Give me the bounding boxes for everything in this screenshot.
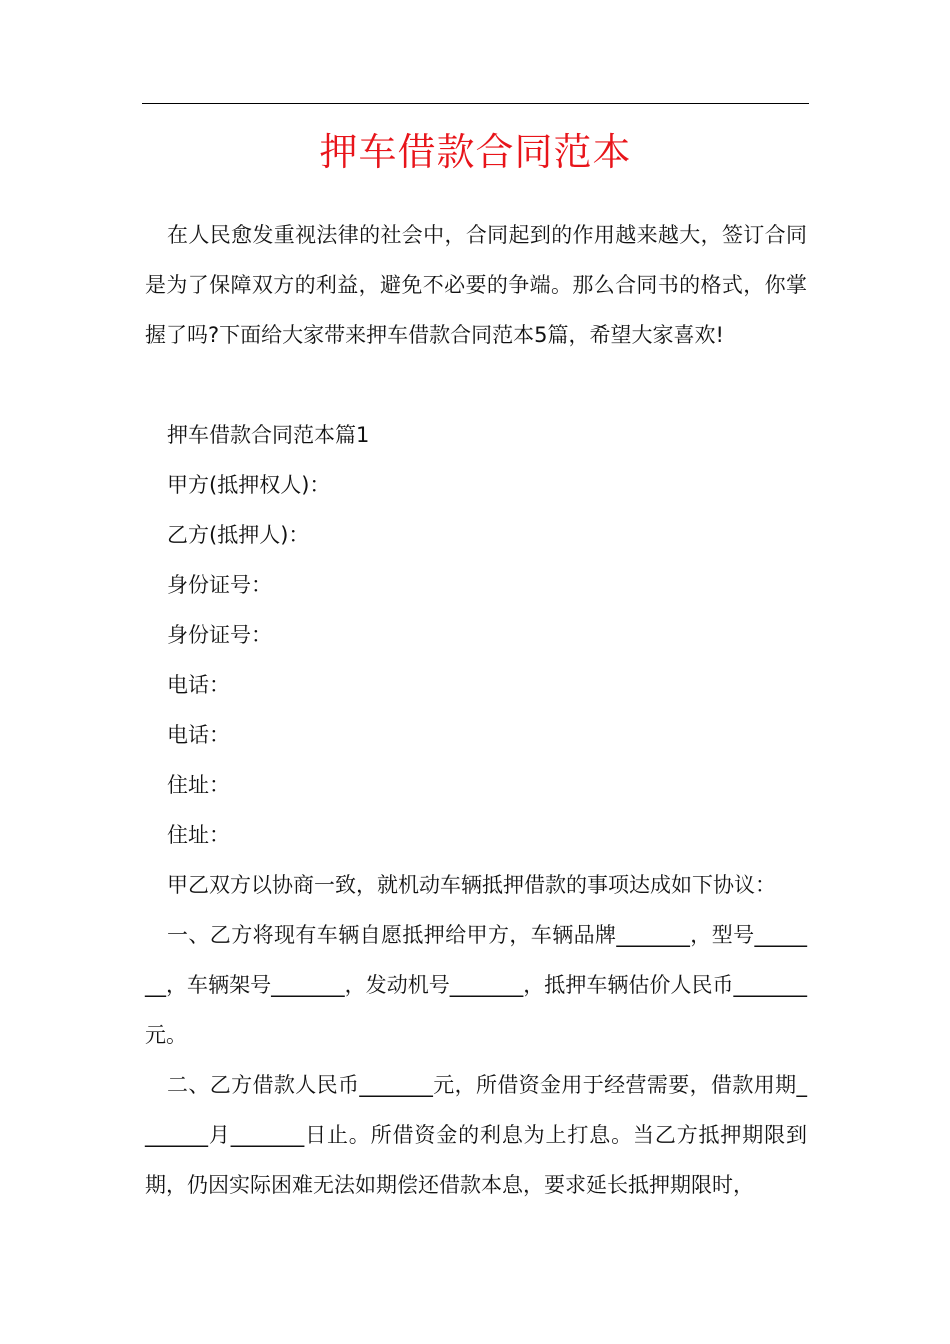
clause-2: 二、乙方借款人民币_______元，所借资金用于经营需要，借款用期_______月_______日止。所借资金的利息为上打息。当乙方抵押期限到期，仍因实际困难无法如期偿还借款本息，要求延长抵押期限时， bbox=[145, 1073, 807, 1197]
agreement-lead: 甲乙双方以协商一致，就机动车辆抵押借款的事项达成如下协议： bbox=[167, 873, 776, 897]
field-id-number-b: 身份证号： bbox=[167, 623, 272, 647]
paragraph-gap bbox=[145, 360, 807, 410]
field-mortgagor: 乙方(抵押人)： bbox=[167, 523, 310, 547]
document-title: 押车借款合同范本 bbox=[319, 130, 632, 174]
field-id-number-a: 身份证号： bbox=[167, 573, 272, 597]
field-phone-a: 电话： bbox=[167, 673, 230, 697]
intro-paragraph: 在人民愈发重视法律的社会中，合同起到的作用越来越大，签订合同是为了保障双方的利益，避免不必要的争端。那么合同书的格式，你掌握了吗?下面给大家带来押车借款合同范本5篇，希望大家喜欢! bbox=[145, 223, 807, 347]
field-address-a: 住址： bbox=[167, 773, 230, 797]
field-phone-b: 电话： bbox=[167, 723, 230, 747]
document-body bbox=[145, 210, 807, 1210]
clause-1: 一、乙方将现有车辆自愿抵押给甲方，车辆品牌_______，型号_______，车辆架号_______，发动机号_______，抵押车辆估价人民币_______元。 bbox=[145, 923, 807, 1047]
field-address-b: 住址： bbox=[167, 823, 230, 847]
section-heading: 押车借款合同范本篇1 bbox=[167, 423, 370, 447]
header-rule bbox=[142, 103, 809, 104]
field-mortgagee: 甲方(抵押权人)： bbox=[167, 473, 331, 497]
